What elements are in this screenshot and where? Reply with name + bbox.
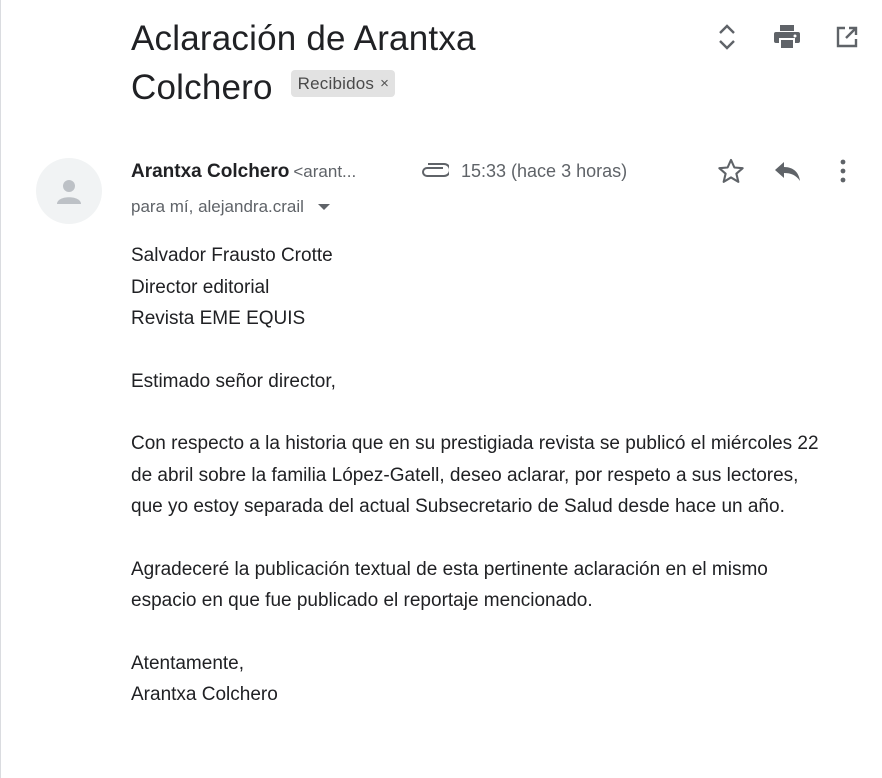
attachment-icon — [417, 158, 451, 184]
label-chip-inbox — [291, 70, 395, 97]
greeting: Estimado señor director, — [131, 370, 336, 392]
email-body — [131, 240, 831, 742]
message-actions — [714, 154, 860, 188]
person-icon — [54, 176, 84, 206]
print-icon[interactable] — [770, 20, 804, 54]
body-paragraph-2: Agradeceré la publicación textual de esta pertinente aclaración en el mismo espacio en que fue publicado el reportaje mencionado. — [131, 558, 768, 611]
recipients-text: para mí, alejandra.crail — [131, 197, 304, 216]
reply-icon[interactable] — [770, 154, 804, 188]
open-new-window-icon[interactable] — [830, 20, 864, 54]
star-icon[interactable] — [714, 154, 748, 188]
addressee-block — [131, 240, 831, 335]
subject-header — [131, 14, 691, 112]
closing: Atentamente, — [131, 652, 245, 674]
addressee-line-3: Revista EME EQUIS — [131, 308, 306, 329]
more-vert-icon[interactable] — [826, 154, 860, 188]
recipients-line — [131, 197, 330, 217]
thread-toolbar — [710, 20, 864, 54]
sender-line — [131, 161, 356, 183]
message-time: 15:33 (hace 3 horas) — [461, 160, 628, 181]
message-meta — [417, 158, 627, 184]
signature: Arantxa Colchero — [131, 684, 278, 705]
subject-line-2: Colchero — [131, 68, 273, 107]
remove-label-button[interactable]: × — [380, 75, 390, 93]
avatar[interactable] — [36, 158, 102, 224]
chevron-down-icon[interactable] — [318, 204, 330, 210]
expand-collapse-icon[interactable] — [710, 20, 744, 54]
addressee-line-2: Director editorial — [131, 276, 270, 298]
body-paragraph-1: Con respecto a la historia que en su prestigiada revista se publicó el miércoles 22 de abril sobre la familia López-Gatell, deseo aclarar, por respeto a sus lectores, que yo estoy separada del actual Subsecretario de Salud desde hace un año. — [131, 433, 819, 517]
email-subject — [131, 14, 691, 112]
addressee-line-1: Salvador Frausto Crotte — [131, 245, 333, 266]
sender-email: <arant... — [293, 162, 357, 181]
sender-name[interactable]: Arantxa Colchero — [131, 161, 290, 182]
subject-line-1: Aclaración de Arantxa — [131, 19, 476, 58]
closing-block — [131, 648, 831, 711]
label-chip-text: Recibidos — [297, 74, 375, 94]
